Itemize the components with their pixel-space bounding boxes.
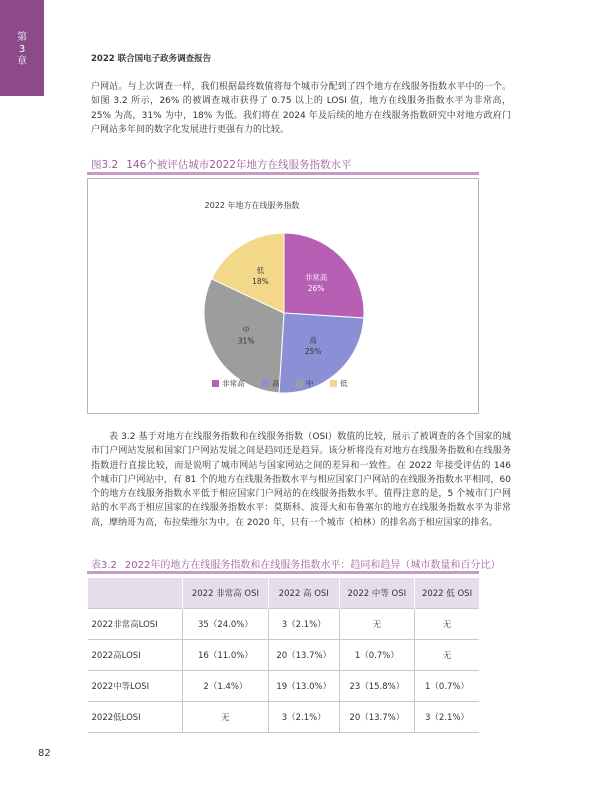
page-number: 82: [38, 748, 51, 759]
legend-swatch: [262, 380, 269, 387]
table-row-header: 2022非常高LOSI: [88, 609, 183, 640]
paragraph-2: 表 3.2 基于对地方在线服务指数和在线服务指数（OSI）数值的比较，展示了被调查的各个国家的城市门户网站发展和国家门户网站发展之间是趋同还是趋异。该分析将没有对地方在线服务指数和在线服务指数进行直接比较，而是说明了城市网站与国家网站之间的差异和一致性。在 2022 年接受评估的 146 个城市门户网站中，有 81 个的地方在线服务指数水平与相应国家门户网站的在线服务指数水平相同，60 个的地方在线服务指数水平低于相应国家门户网站的在线服务指数水平。值得注意的是，5 个城市门户网站的水平高于相应国家的在线服务指数水平：莫斯科、波哥大和布鲁塞尔的地方在线服务指数水平为非常高，摩纳哥为高，布拉柴维尔为中。在 2020 年，只有一个城市（柏林）的排名高于相应国家的排名。: [91, 432, 511, 528]
pie-slice-value-label: 31%: [237, 336, 255, 346]
table-cell: 3（2.1%）: [268, 609, 339, 640]
table-number: 表3.2: [91, 560, 117, 571]
running-head: 2022 联合国电子政务调查报告: [91, 54, 212, 64]
legend-label: 高: [272, 379, 280, 388]
chapter-tab-number: 3: [18, 44, 26, 55]
pie-slice-value-label: 26%: [307, 283, 325, 293]
figure-box: [87, 178, 479, 414]
table-row-header: 2022中等LOSI: [88, 671, 183, 702]
legend-label: 中: [306, 379, 314, 388]
table-cell: 35（24.0%）: [183, 609, 269, 640]
table-row: [88, 702, 480, 733]
table-caption: [91, 556, 500, 571]
table-cell: 3（2.1%）: [415, 702, 479, 733]
legend-swatch: [212, 380, 219, 387]
figure-rule: [87, 172, 479, 175]
table-row-header: 2022低LOSI: [88, 702, 183, 733]
table-row: [88, 609, 480, 640]
table-cell: 1（0.7%）: [415, 671, 479, 702]
legend-label: 低: [340, 379, 348, 388]
table-cell: 16（11.0%）: [183, 640, 269, 671]
table-cell: 1（0.7%）: [339, 640, 414, 671]
figure-caption: [91, 157, 351, 172]
legend-swatch: [330, 380, 337, 387]
chapter-tab-bottom: 章: [17, 56, 27, 67]
table-header-cell: 2022 低 OSI: [415, 578, 479, 609]
table-title: 2022年的地方在线服务指数和在线服务指数水平：趋同和趋异（城市数量和百分比）: [124, 560, 501, 571]
table-row: [88, 671, 480, 702]
table-cell: 无: [415, 640, 479, 671]
table-cell: 23（15.8%）: [339, 671, 414, 702]
table-header-cell: 2022 高 OSI: [268, 578, 339, 609]
pie-slice-value-label: 25%: [304, 347, 322, 357]
pie-slice-category-label: 低: [256, 265, 265, 275]
pie-slice-category-label: 非常高: [304, 272, 328, 282]
chapter-tab: [0, 0, 44, 96]
table-row-header: 2022高LOSI: [88, 640, 183, 671]
comparison-table: [87, 578, 479, 733]
chapter-tab-top: 第: [17, 32, 27, 43]
table-cell: 2（1.4%）: [183, 671, 269, 702]
legend-swatch: [296, 380, 303, 387]
table-rule: [87, 571, 479, 574]
pie-chart: [88, 179, 478, 413]
table-header-cell: 2022 中等 OSI: [339, 578, 414, 609]
pie-slice-category-label: 中: [242, 325, 250, 335]
table-header-cell: [88, 578, 183, 609]
table-cell: 20（13.7%）: [339, 702, 414, 733]
table-cell: 3（2.1%）: [268, 702, 339, 733]
table-cell: 无: [183, 702, 269, 733]
pie-slice-category-label: 高: [309, 336, 317, 346]
table-cell: 20（13.7%）: [268, 640, 339, 671]
legend-label: 非常高: [222, 379, 245, 388]
pie-slice-value-label: 18%: [252, 276, 269, 286]
table-header-cell: 2022 非常高 OSI: [183, 578, 269, 609]
figure-title: 146个被评估城市2022年地方在线服务指数水平: [126, 159, 352, 171]
table-cell: 无: [339, 609, 414, 640]
table-cell: 19（13.0%）: [268, 671, 339, 702]
figure-number: 图3.2: [91, 159, 119, 171]
table-cell: 无: [415, 609, 479, 640]
table-header-row: [88, 578, 480, 609]
paragraph-1: 户网站。与上次调查一样，我们根据最终数值将每个城市分配到了四个地方在线服务指数水平中的一个。如图 3.2 所示，26% 的被调查城市获得了 0.75 以上的 LOSI 值，地方在线服务指数水平为非常高，25% 为高，31% 为中，18% 为低。我们将在 2024 年及后续的地方在线服务指数研究中对地方政府门户网站多年间的数字化发展进行更强有力的比较。: [91, 82, 511, 135]
table-row: [88, 640, 480, 671]
chart-title: 2022 年地方在线服务指数: [204, 201, 300, 210]
